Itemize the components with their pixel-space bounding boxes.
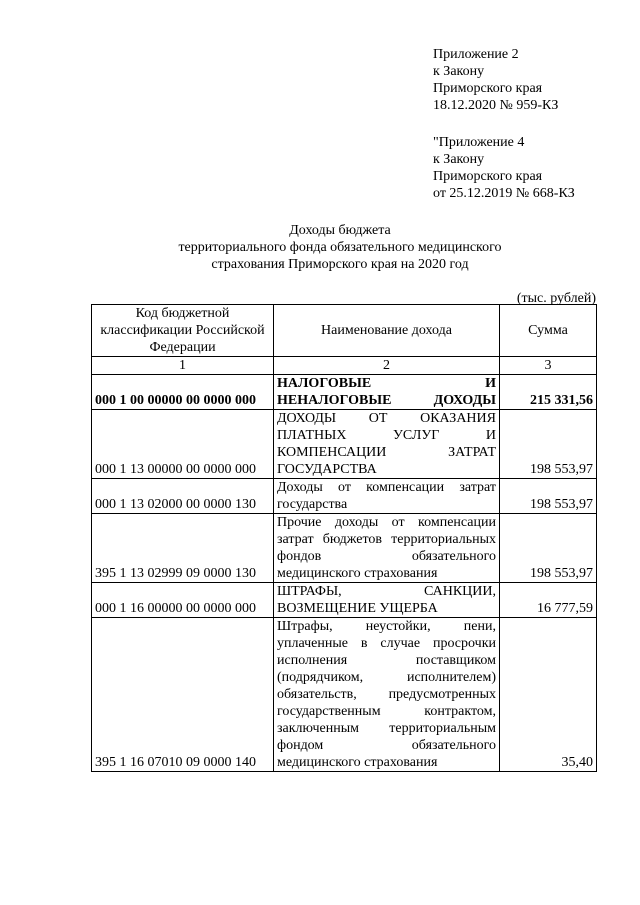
table-row — [92, 583, 597, 618]
row-sum: 35,40 — [500, 618, 597, 772]
row-sum: 16 777,59 — [500, 583, 597, 618]
header-code: Код бюджетной классификации Российской Федерации — [92, 305, 274, 357]
appendix-2-line-4: 18.12.2020 № 959-КЗ — [433, 98, 559, 113]
appendix-4-line-3: Приморского края — [433, 169, 543, 184]
column-number: 3 — [500, 357, 597, 375]
appendix-4-line-4: от 25.12.2019 № 668-КЗ — [433, 186, 575, 201]
appendix-4-line-2: к Закону — [433, 152, 485, 167]
appendix-2-line-2: к Закону — [433, 64, 485, 79]
title-line-1: Доходы бюджета — [289, 223, 391, 238]
document-title — [90, 222, 590, 273]
row-sum: 215 331,56 — [500, 375, 597, 410]
units-label: (тыс. рублей) — [516, 291, 596, 306]
row-code: 000 1 13 02000 00 0000 130 — [92, 479, 274, 514]
appendix-4-line-1: "Приложение 4 — [433, 135, 525, 150]
row-sum: 198 553,97 — [500, 514, 597, 583]
row-name: ШТРАФЫ, САНКЦИИ, ВОЗМЕЩЕНИЕ УЩЕРБА — [274, 583, 500, 618]
header-sum: Сумма — [500, 305, 597, 357]
appendix-4-header — [433, 134, 575, 202]
row-code: 000 1 00 00000 00 0000 000 — [92, 375, 274, 410]
title-line-3: страхования Приморского края на 2020 год — [211, 257, 469, 272]
row-name: Прочие доходы от компенсации затрат бюджетов территориальных фондов обязательного медицинского страхования — [274, 514, 500, 583]
row-code: 395 1 16 07010 09 0000 140 — [92, 618, 274, 772]
income-table — [91, 304, 597, 772]
title-line-2: территориального фонда обязательного медицинского — [178, 240, 502, 255]
row-code: 000 1 16 00000 00 0000 000 — [92, 583, 274, 618]
row-code: 395 1 13 02999 09 0000 130 — [92, 514, 274, 583]
appendix-2-line-3: Приморского края — [433, 81, 543, 96]
table-row — [92, 375, 597, 410]
row-code: 000 1 13 00000 00 0000 000 — [92, 410, 274, 479]
column-number: 1 — [92, 357, 274, 375]
appendix-2-header — [433, 46, 558, 114]
row-name: Штрафы, неустойки, пени, уплаченные в случае просрочки исполнения поставщиком (подрядчиком, исполнителем) обязательств, предусмотренных государственным контрактом, заключенным территориальным фондом обязательного медицинского страхования — [274, 618, 500, 772]
table-row — [92, 514, 597, 583]
row-name: НАЛОГОВЫЕ И НЕНАЛОГОВЫЕ ДОХОДЫ — [274, 375, 500, 410]
column-number: 2 — [274, 357, 500, 375]
header-name: Наименование дохода — [274, 305, 500, 357]
row-sum: 198 553,97 — [500, 410, 597, 479]
table-row — [92, 618, 597, 772]
row-name: ДОХОДЫ ОТ ОКАЗАНИЯ ПЛАТНЫХ УСЛУГ И КОМПЕНСАЦИИ ЗАТРАТ ГОСУДАРСТВА — [274, 410, 500, 479]
row-sum: 198 553,97 — [500, 479, 597, 514]
table-row — [92, 410, 597, 479]
table-row — [92, 479, 597, 514]
row-name: Доходы от компенсации затрат государства — [274, 479, 500, 514]
appendix-2-line-1: Приложение 2 — [433, 47, 519, 62]
